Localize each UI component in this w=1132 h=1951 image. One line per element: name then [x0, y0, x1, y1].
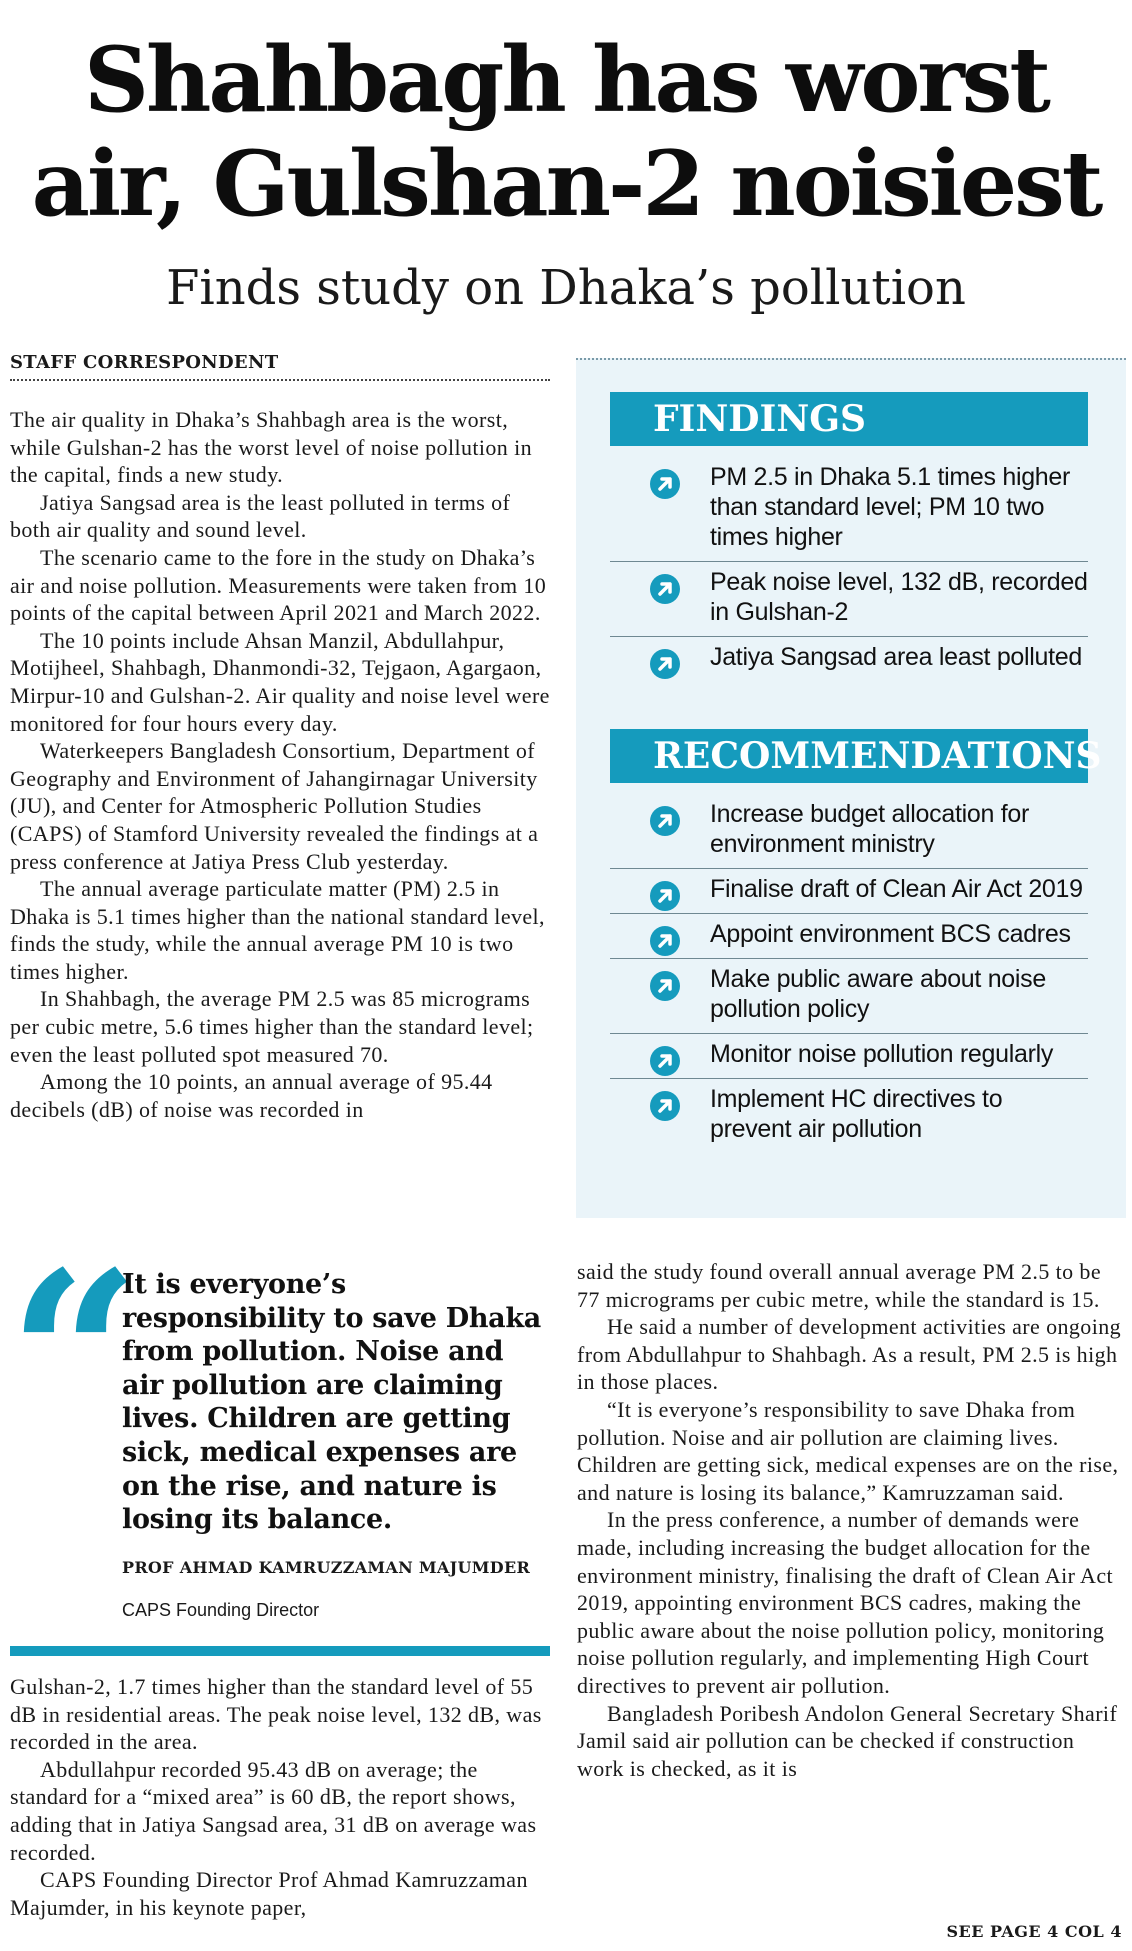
recommendations-item	[610, 1034, 1088, 1079]
paragraph: The air quality in Dhaka’s Shahbagh area is the worst, while Gulshan-2 has the worst level of noise pollution in the capital, finds a new study.	[10, 407, 532, 488]
fact-box	[576, 358, 1126, 1218]
recommendations-list	[610, 794, 1088, 1153]
article-column-left-bottom	[10, 1673, 550, 1921]
findings-heading: FINDINGS	[610, 392, 1088, 446]
byline: STAFF CORRESPONDENT	[10, 352, 550, 381]
paragraph: Waterkeepers Bangladesh Consortium, Department of Geography and Environment of Jahangirnagar University (JU), and Center for Atmospheric Pollution Studies (CAPS) of Stamford University revealed the findings at a press conference at Jatiya Press Club yesterday.	[10, 738, 539, 874]
findings-item-text: Peak noise level, 132 dB, recorded in Gulshan-2	[710, 568, 1088, 626]
recommendations-item-text: Appoint environment BCS cadres	[710, 920, 1071, 948]
paragraph: Jatiya Sangsad area is the least polluted in terms of both air quality and sound level.	[10, 489, 511, 543]
paragraph: said the study found overall annual average PM 2.5 to be 77 micrograms per cubic metre, while the standard is 15.	[577, 1259, 1101, 1312]
paragraph: Among the 10 points, an annual average of 95.44 decibels (dB) of noise was recorded in	[10, 1069, 493, 1122]
paragraph: He said a number of development activities are ongoing from Abdullahpur to Shahbagh. As a result, PM 2.5 is high in those places.	[577, 1314, 1122, 1395]
pull-quote-attribution-name: PROF AHMAD KAMRUZZAMAN MAJUMDER	[122, 1558, 531, 1577]
arrow-icon	[650, 1091, 680, 1121]
recommendations-item	[610, 959, 1088, 1034]
article-column-right	[577, 1258, 1122, 1782]
pull-quote-attribution-title: CAPS Founding Director	[122, 1600, 320, 1620]
findings-item	[610, 562, 1088, 637]
paragraph: “It is everyone’s responsibility to save Dhaka from pollution. Noise and air pollution are claiming lives. Children are getting sick, medical expenses are on the rise, and nature is losing its balance,” Kamruzzaman said.	[577, 1396, 1119, 1505]
paragraph: CAPS Founding Director Prof Ahmad Kamruzzaman Majumder, in his keynote paper,	[10, 1867, 528, 1920]
paragraph: The scenario came to the fore in the study on Dhaka’s air and noise pollution. Measurements were taken from 10 points of the capital between April 2021 and March 2022.	[10, 544, 547, 626]
arrow-icon	[650, 1046, 680, 1076]
headline-line-1: Shahbagh has worst	[83, 27, 1049, 133]
recommendations-item-text: Implement HC directives to prevent air pollution	[710, 1085, 1003, 1143]
recommendations-item-text: Increase budget allocation for environment ministry	[710, 800, 1029, 858]
arrow-icon	[650, 971, 680, 1001]
paragraph: Gulshan-2, 1.7 times higher than the standard level of 55 dB in residential areas. The peak noise level, 132 dB, was recorded in the area.	[10, 1674, 542, 1755]
recommendations-item	[610, 869, 1088, 914]
article-column-left-top	[10, 406, 550, 1123]
findings-item-text: Jatiya Sangsad area least polluted	[710, 643, 1083, 671]
arrow-icon	[650, 574, 680, 604]
findings-item	[610, 637, 1088, 681]
paragraph: In Shahbagh, the average PM 2.5 was 85 micrograms per cubic metre, 5.6 times higher than the standard level; even the least polluted spot measured 70.	[10, 986, 534, 1067]
findings-item-text: PM 2.5 in Dhaka 5.1 times higher than standard level; PM 10 two times higher	[710, 463, 1071, 551]
paragraph: The 10 points include Ahsan Manzil, Abdullahpur, Motijheel, Shahbagh, Dhanmondi-32, Tejgaon, Agargaon, Mirpur-10 and Gulshan-2. Air quality and noise level were monitored for four hours every day.	[10, 627, 550, 736]
arrow-icon	[650, 806, 680, 836]
pull-quote-divider	[10, 1646, 550, 1656]
recommendations-item	[610, 914, 1088, 959]
paragraph: Abdullahpur recorded 95.43 dB on average; the standard for a “mixed area” is 60 dB, the report shows, adding that in Jatiya Sangsad area, 31 dB on average was recorded.	[10, 1756, 537, 1865]
findings-list	[610, 457, 1088, 681]
arrow-icon	[650, 649, 680, 679]
paragraph: Bangladesh Poribesh Andolon General Secretary Sharif Jamil said air pollution can be checked if construction work is checked, as it is	[577, 1700, 1118, 1781]
arrow-icon	[650, 881, 680, 911]
quote-mark-icon: “	[8, 1222, 141, 1492]
headline-line-2: air, Gulshan-2 noisiest	[31, 131, 1101, 237]
subheadline: Finds study on Dhaka’s pollution	[166, 260, 966, 316]
findings-item	[610, 457, 1088, 562]
arrow-icon	[650, 469, 680, 499]
paragraph: The annual average particulate matter (PM) 2.5 in Dhaka is 5.1 times higher than the national standard level, finds the study, while the annual average PM 10 is two times higher.	[10, 876, 545, 984]
paragraph: In the press conference, a number of demands were made, including increasing the budget allocation for the environment ministry, finalising the draft of Clean Air Act 2019, appointing environment BCS cadres, making the public aware about the noise pollution policy, monitoring noise pollution regularly, and implementing High Court directives to prevent air pollution.	[577, 1507, 1114, 1698]
pull-quote-text: It is everyone’s responsibility to save Dhaka from pollution. Noise and air pollution are claiming lives. Children are getting sick, medical expenses are on the rise, and nature is losing its balance.	[122, 1269, 541, 1536]
recommendations-heading: RECOMMENDATIONS	[610, 729, 1088, 783]
recommendations-item	[610, 794, 1088, 869]
recommendations-item-text: Finalise draft of Clean Air Act 2019	[710, 875, 1083, 903]
recommendations-item	[610, 1079, 1088, 1153]
continued-jump-line: SEE PAGE 4 COL 4	[946, 1922, 1122, 1941]
recommendations-item-text: Monitor noise pollution regularly	[710, 1040, 1054, 1068]
headline	[0, 28, 1132, 236]
recommendations-item-text: Make public aware about noise pollution policy	[710, 965, 1046, 1023]
arrow-icon	[650, 926, 680, 956]
